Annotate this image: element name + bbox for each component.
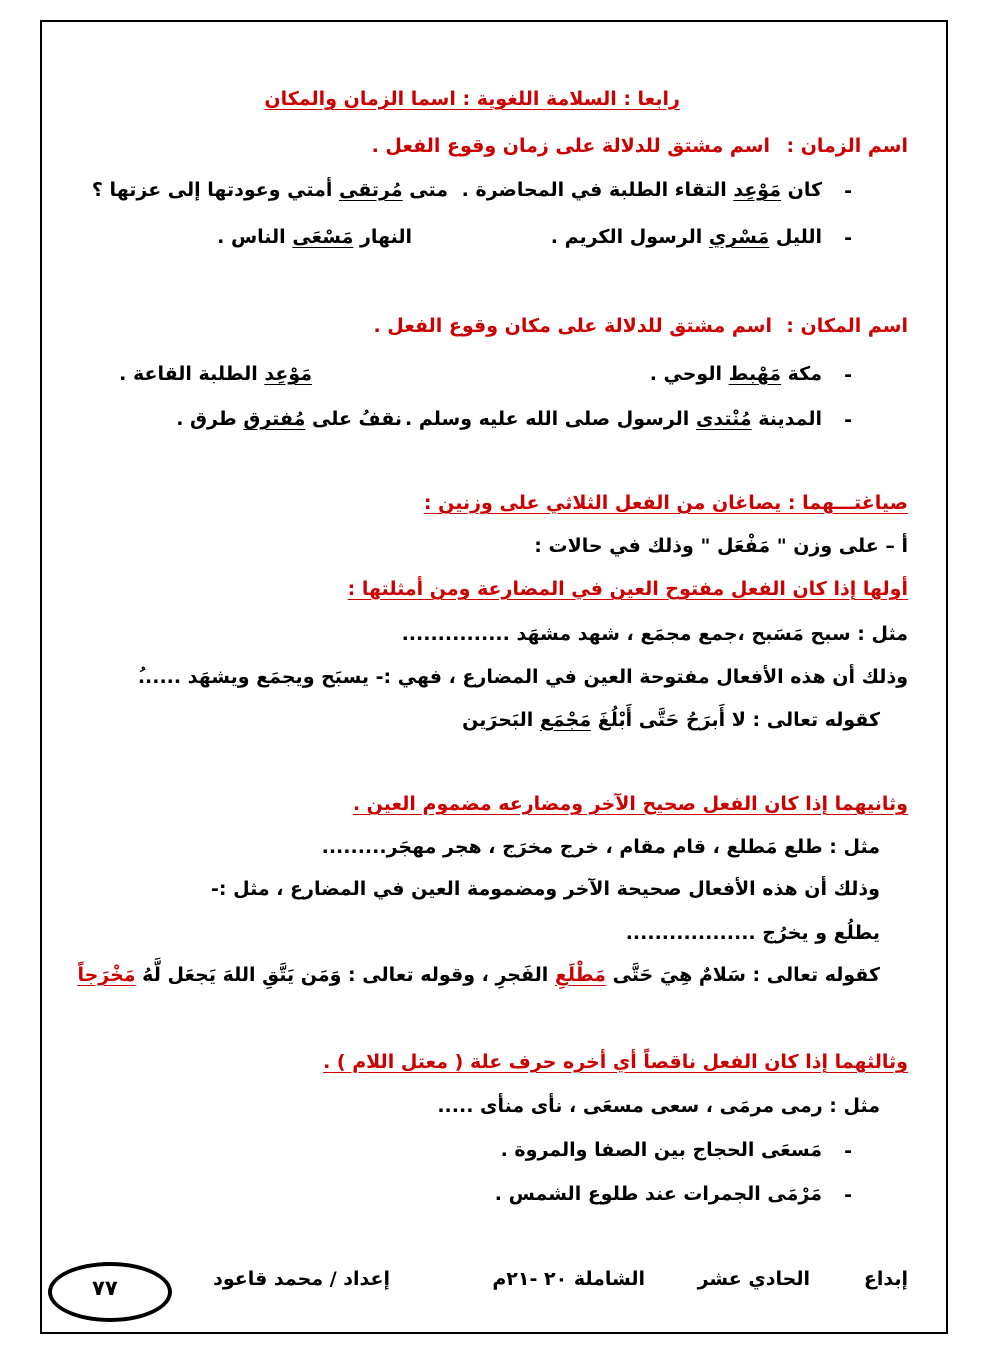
- time-noun-label: اسم الزمان :: [786, 135, 908, 157]
- case1-example: مثل : سبح مَسَبح ،جمع مجمَع ، شهد مشهَد ...............: [401, 623, 908, 645]
- quran-text: كقوله تعالى : لا أَبرَحُ حَتَّى أَبْلُغَ: [591, 709, 880, 731]
- example-text: كان: [780, 179, 822, 201]
- highlighted-word: مَسْعَى: [292, 226, 354, 248]
- example-text: نقفُ على: [305, 408, 402, 430]
- time-example-1a: [462, 177, 822, 203]
- time-example-1b: [92, 177, 448, 203]
- case2-quran: [77, 962, 880, 988]
- bullet-dash: -: [844, 1140, 852, 1162]
- highlighted-word: مُفترق: [243, 408, 306, 430]
- time-example-2a: [551, 224, 822, 250]
- formation-heading: صياغتـــهما : يصاغان من الفعل الثلاثي على وزنين :: [423, 492, 908, 514]
- place-example-1a: [650, 361, 822, 387]
- example-text: الوحي .: [649, 363, 729, 385]
- footer-grade: الحادي عشر: [697, 1268, 810, 1290]
- highlighted-word: مَوْعِد: [264, 363, 312, 385]
- case2-forms: يطلُع و يخرُج ..................: [625, 922, 880, 944]
- place-example-1b: [119, 361, 312, 387]
- case2-reason: وذلك أن هذه الأفعال صحيحة الآخر ومضمومة العين في المضارع ، مثل :-: [211, 878, 880, 900]
- case1-reason: وذلك أن هذه الأفعال مفتوحة العين في المضارع ، فهي :- يسبَح ويجمَع ويشهَد ......ُ: [137, 666, 908, 688]
- quran-text: البَحرَين: [462, 709, 540, 731]
- bullet-dash: -: [844, 409, 852, 431]
- example-text: مكة: [781, 363, 822, 385]
- footer-ibdaa: إبداع: [863, 1268, 908, 1290]
- example-text: الليل: [769, 226, 822, 248]
- highlighted-word: مَهْبط: [728, 363, 782, 385]
- page-number: ٧٧: [92, 1276, 118, 1300]
- example-text: النهار: [353, 226, 412, 248]
- bullet-dash: -: [844, 364, 852, 386]
- case1-heading: أولها إذا كان الفعل مفتوح العين في المضارعة ومن أمثلتها :: [347, 578, 908, 600]
- case1-quran: [462, 707, 880, 733]
- highlighted-word: مُنْتدى: [695, 408, 752, 430]
- time-noun-definition: اسم مشتق للدلالة على زمان وقوع الفعل .: [371, 135, 770, 157]
- place-example-2b: [176, 406, 402, 432]
- highlighted-word: مَجْمَع: [539, 709, 592, 731]
- bullet-dash: -: [844, 1184, 852, 1206]
- bullet-dash: -: [844, 180, 852, 202]
- place-noun-label: اسم المكان :: [786, 315, 908, 337]
- case2-heading: وثانيهما إذا كان الفعل صحيح الآخر ومضارعه مضموم العين .: [352, 793, 908, 815]
- example-text: المدينة: [751, 408, 822, 430]
- example-text: الرسول الكريم .: [550, 226, 709, 248]
- example-text: الطلبة القاعة .: [119, 363, 265, 385]
- formation-line-a: أ – على وزن " مَفْعَل " وذلك في حالات :: [534, 535, 908, 557]
- place-example-2a: [405, 406, 822, 432]
- highlighted-word: مُرتقى: [339, 179, 403, 201]
- example-text: الناس .: [217, 226, 293, 248]
- quran-text: الفَجرِ ، وقوله تعالى : وَمَن يَتَّقِ اللهَ يَجعَل لَّهُ: [135, 964, 555, 986]
- footer-course: الشاملة ٢٠ -٢١م: [492, 1268, 645, 1290]
- time-example-2b: [217, 224, 412, 250]
- highlighted-word: مَوْعِد: [733, 179, 781, 201]
- example-text: الرسول صلى الله عليه وسلم .: [405, 408, 696, 430]
- example-text: أمتي وعودتها إلى عزتها ؟: [91, 179, 340, 201]
- bullet-dash: -: [844, 227, 852, 249]
- lesson-title: رابعا : السلامة اللغوية : اسما الزمان والمكان: [264, 88, 680, 110]
- case3-bullet-1: مَسعَى الحجاج بين الصفا والمروة .: [500, 1139, 822, 1161]
- case3-heading: وثالثهما إذا كان الفعل ناقصاً أي أخره حرف علة ( معتل اللام ) .: [323, 1051, 908, 1073]
- case3-example: مثل : رمى مرمَى ، سعى مسعَى ، نأى منأى .....: [437, 1095, 880, 1117]
- highlighted-word: مَسْري: [708, 226, 770, 248]
- example-text: متى: [402, 179, 448, 201]
- case3-bullet-2: مَرْمَى الجمرات عند طلوع الشمس .: [494, 1183, 822, 1205]
- example-text: طرق .: [176, 408, 244, 430]
- highlighted-word: مَطْلَعِ: [554, 964, 606, 986]
- footer-author: إعداد / محمد قاعود: [213, 1268, 390, 1290]
- case2-example: مثل : طلع مَطلع ، قام مقام ، خرج مخرَج ، هجر مهجَر.........: [321, 836, 880, 858]
- example-text: التقاء الطلبة في المحاضرة .: [461, 179, 734, 201]
- quran-text: كقوله تعالى : سَلامٌ هِيَ حَتَّى: [605, 964, 880, 986]
- highlighted-word: مَخْرَجاً: [77, 964, 136, 986]
- place-noun-definition: اسم مشتق للدلالة على مكان وقوع الفعل .: [373, 315, 772, 337]
